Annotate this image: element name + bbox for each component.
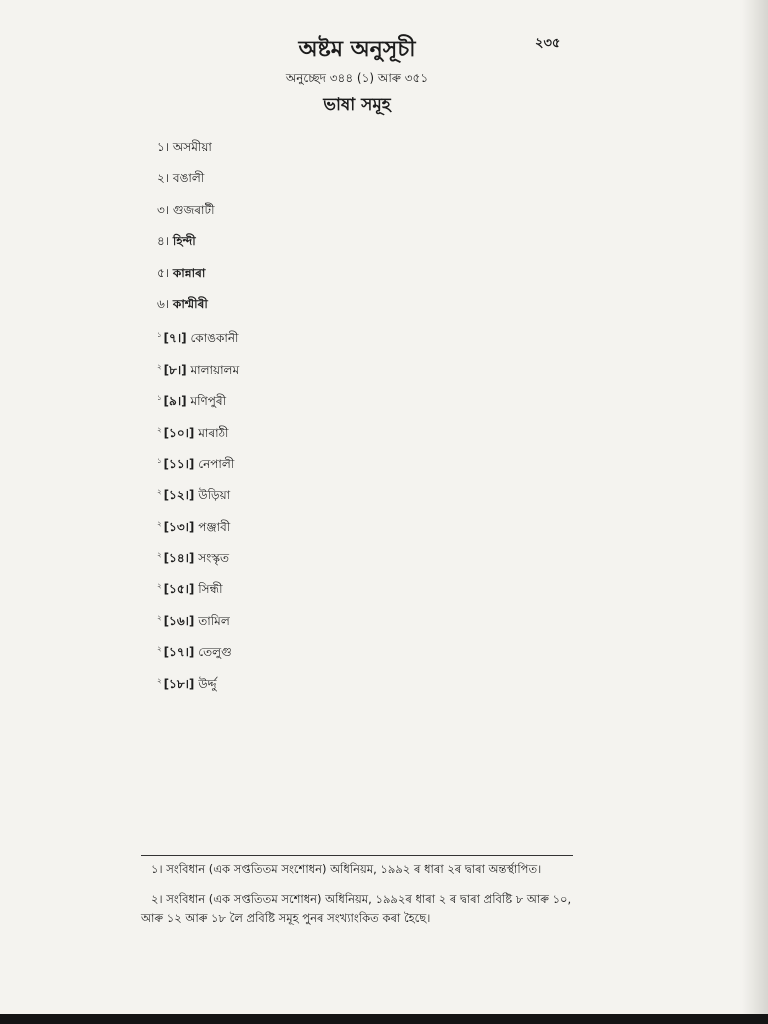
- list-item: [157, 232, 239, 263]
- footnote-marker: ২: [157, 613, 162, 622]
- list-item-label: কোঙকানী: [190, 331, 239, 346]
- list-item-number: ৬।: [157, 296, 170, 311]
- list-item-number: [১১।]: [163, 456, 195, 471]
- list-item-number: [১৪।]: [163, 551, 195, 566]
- list-item-label: গুজৰাটী: [172, 202, 215, 217]
- list-item-label: উড়িয়া: [198, 488, 231, 503]
- list-item: [157, 389, 239, 420]
- list-item-number: ৫।: [157, 265, 170, 280]
- list-item: [157, 640, 239, 671]
- footnote-marker: ২: [157, 519, 162, 528]
- list-item: [157, 483, 239, 514]
- footnote-1: ১। সংবিধান (এক সপ্ততিতম সংশোধন) অধিনিয়ম, ১৯৯২ ৰ ধাৰা ২ৰ দ্বাৰা অন্তৰ্স্থাপিত।: [151, 862, 542, 876]
- list-item-number: ৩।: [157, 202, 170, 217]
- list-item: [157, 358, 239, 389]
- footnote-marker: ২: [157, 582, 162, 591]
- list-item: [157, 577, 239, 608]
- footnote-marker: ২: [157, 676, 162, 685]
- footnote-marker: ১: [157, 331, 162, 340]
- list-item-number: ৪।: [157, 234, 170, 249]
- list-item-label: সিন্ধী: [198, 582, 223, 597]
- list-item: [157, 138, 239, 169]
- list-item-label: নেপালী: [198, 456, 235, 471]
- page-subtitle: অনুচ্ছেদ ৩৪৪ (১) আৰু ৩৫১: [285, 71, 429, 85]
- list-item-number: [১০।]: [163, 425, 195, 440]
- list-item-label: মাৰাঠী: [198, 425, 229, 440]
- list-item: [157, 421, 239, 452]
- list-item-number: [১৮।]: [163, 676, 195, 691]
- list-item-label: তেলুগু: [198, 645, 232, 660]
- page-title: অষ্টম অনুসূচী: [298, 37, 416, 62]
- list-item: [157, 264, 239, 295]
- list-item-label: পঞ্জাবী: [198, 519, 231, 534]
- list-item-label: হিন্দী: [172, 234, 196, 249]
- footnote-2: ২। সংবিধান (এক সপ্ততিতম সশোধন) অধিনিয়ম, ১৯৯২ৰ ধাৰা ২ ৰ দ্বাৰা প্ৰবিষ্টি ৮ আৰু ১০, আৰু ১২ আৰু ১৮ লৈ প্ৰবিষ্টি সমূহ পুনৰ সংখ্যাংকিত কৰা হৈছে।: [141, 892, 572, 925]
- list-item-label: কাশ্মীৰী: [172, 296, 208, 311]
- list-item-number: [৯।]: [163, 394, 187, 409]
- list-item: [157, 169, 239, 200]
- scan-edge-right: [742, 0, 768, 1024]
- footnote-marker: ২: [157, 425, 162, 434]
- list-item: [157, 609, 239, 640]
- list-item-number: [১৬।]: [163, 613, 195, 628]
- footnote-marker: ২: [157, 362, 162, 371]
- list-item-number: [১৭।]: [163, 645, 195, 660]
- list-item: [157, 295, 239, 326]
- list-item-number: [১২।]: [163, 488, 195, 503]
- list-item: [157, 452, 239, 483]
- list-item-number: [১৫।]: [163, 582, 195, 597]
- scan-edge-bottom: [0, 1014, 768, 1024]
- list-item: [157, 672, 239, 703]
- list-item-label: সংস্কৃত: [198, 551, 229, 566]
- list-item-number: [১৩।]: [163, 519, 195, 534]
- footnote-marker: ২: [157, 488, 162, 497]
- list-item-label: উৰ্দ্দু: [198, 676, 217, 691]
- list-item-label: তামিল: [198, 613, 230, 628]
- list-item: [157, 326, 239, 357]
- list-item-label: মণিপুৰী: [190, 394, 227, 409]
- list-item-label: কান্নাৰা: [172, 265, 206, 280]
- list-item: [157, 201, 239, 232]
- list-item: [157, 546, 239, 577]
- footnote-marker: ২: [157, 645, 162, 654]
- list-item-number: [৭।]: [163, 331, 187, 346]
- list-item-label: অসমীয়া: [172, 140, 212, 154]
- footnote-marker: ১: [157, 456, 162, 465]
- footnote-marker: ১: [157, 394, 162, 403]
- section-heading: ভাষা সমূহ: [323, 95, 391, 115]
- list-item-number: ২।: [157, 171, 170, 186]
- footnote-divider: [141, 855, 573, 856]
- list-item-label: বঙালী: [172, 171, 205, 186]
- list-item-number: ১।: [157, 140, 170, 154]
- footnote-marker: ২: [157, 551, 162, 560]
- list-item: [157, 515, 239, 546]
- language-list: [157, 138, 239, 703]
- page-number: ২৩৫: [535, 36, 561, 51]
- list-item-label: মালায়ালম: [190, 362, 240, 377]
- list-item-number: [৮।]: [163, 362, 187, 377]
